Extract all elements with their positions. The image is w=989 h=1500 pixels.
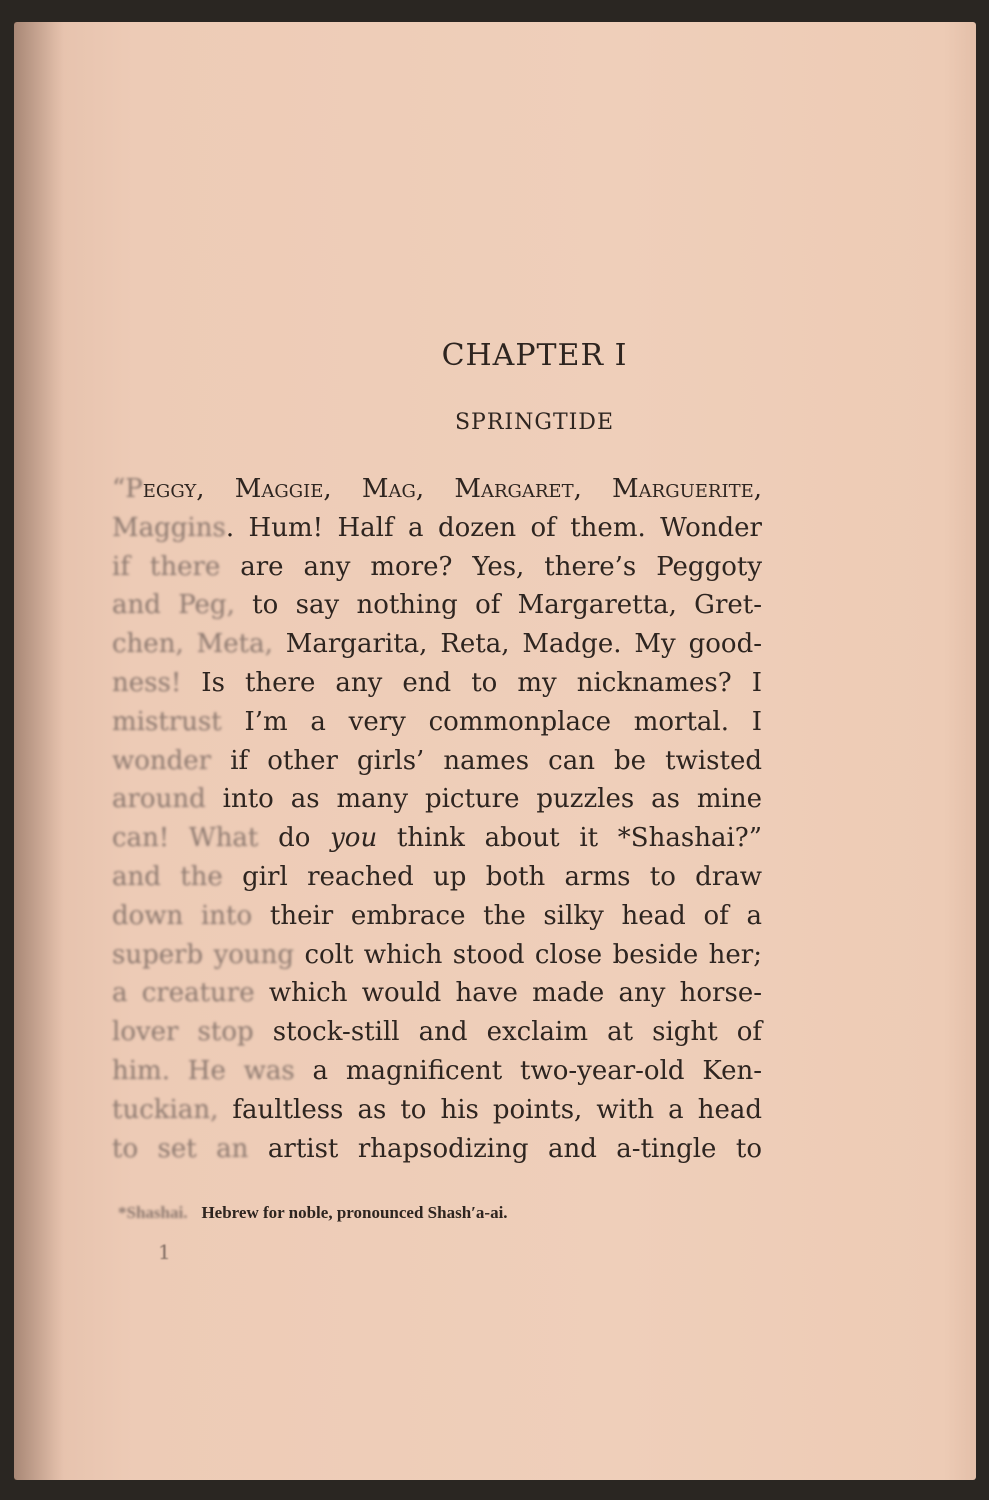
line-text: are any more? Yes, there’s Peggoty [220,551,763,582]
line-text: if other girls’ names can be twisted [211,745,762,776]
faded-text: superb young [112,939,295,970]
line-text: . Hum! Half a dozen of them. Wonder [225,512,762,543]
text-line [112,1130,762,1169]
text-line [112,897,762,936]
line-text: Is there any end to my nicknames? I [181,667,762,698]
text-line [112,470,762,509]
line-text: faultless as to his points, with a head [218,1094,762,1125]
footnote [118,1203,508,1223]
text-line [112,819,762,858]
faded-text: can! What [112,823,259,854]
faded-text: around [112,784,206,815]
faded-text: down into [112,900,253,931]
footnote-text: Hebrew for noble, pronounced Shash′a-ai. [201,1203,508,1222]
line-text: a magnificent two-year-old Ken- [294,1055,762,1086]
faded-text: Maggins [112,512,226,543]
faded-text: him. He was [112,1055,295,1086]
faded-text: chen, Meta, [112,629,273,660]
page-number: 1 [158,1240,171,1264]
line-text: Margarita, Reta, Madge. My good- [272,629,762,660]
text-line [112,548,762,587]
faded-text: to set an [112,1133,249,1164]
text-line [112,1013,762,1052]
line-text: to say nothing of Margaretta, Gret- [234,590,762,621]
line-text: which would have made any horse- [254,978,763,1009]
text-line [112,780,762,819]
faded-text: lover stop [112,1017,254,1048]
faded-text: mistrust [112,706,222,737]
faded-text: if there [112,551,221,582]
body-text [112,470,762,1168]
text-line [112,625,762,664]
text-line [112,936,762,975]
faded-text: wonder [112,745,212,776]
line-text: girl reached up both arms to draw [222,861,762,892]
faded-text: and Peg, [112,590,235,621]
line-text: do [258,823,331,854]
text-line [112,974,762,1013]
line-text: eggy, Maggie, Mag, Margaret, Marguerite, [142,474,762,504]
text-line [112,1052,762,1091]
text-line [112,509,762,548]
text-line [112,1091,762,1130]
chapter-title: SPRINGTIDE [454,410,614,435]
emphasis-text: you [330,823,378,854]
text-line [112,742,762,781]
faded-text: and the [112,861,223,892]
text-line [112,664,762,703]
text-line [112,703,762,742]
line-text: artist rhapsodizing and a-tingle to [248,1133,762,1164]
line-text: colt which stood close beside her; [294,939,763,970]
faded-text: a creature [112,978,255,1009]
text-line [112,586,762,625]
footnote-mark: *Shashai. [118,1203,188,1222]
line-text: I’m a very commonplace mortal. I [221,706,762,737]
line-text: their embrace the silky head of a [252,900,762,931]
chapter-heading: CHAPTER I [441,338,628,373]
line-text: stock-still and exclaim at sight of [253,1017,763,1048]
line-text: into as many picture puzzles as mine [205,784,762,815]
text-line [112,858,762,897]
line-text-after: think about it *Shashai?” [377,823,762,854]
faded-text: tuckian, [112,1094,219,1125]
faded-text: “P [112,474,143,504]
faded-text: ness! [112,667,182,698]
